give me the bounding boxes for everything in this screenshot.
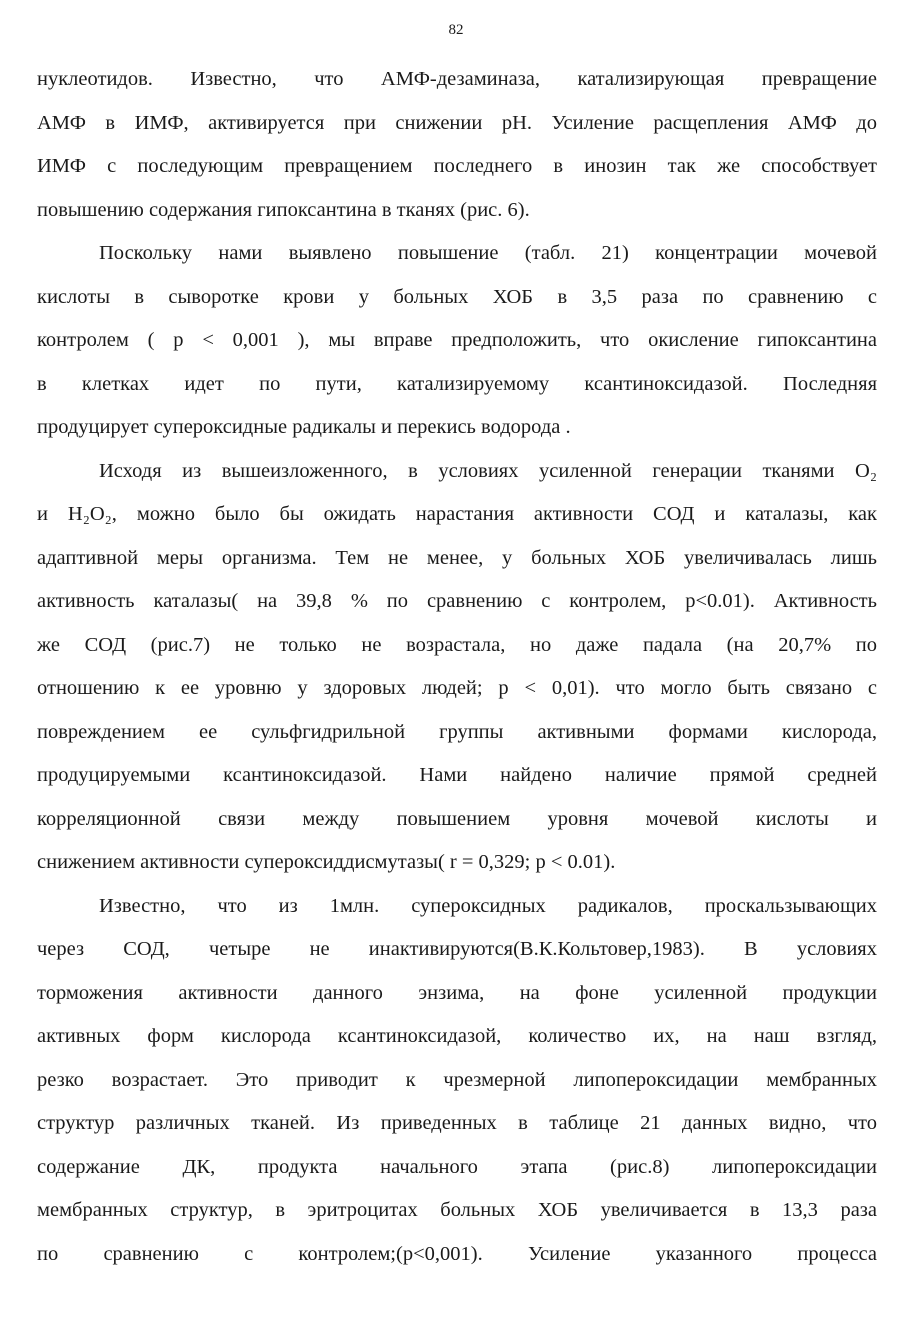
text-line: через СОД, четыре не инактивируются(В.К.Кольтовер,1983). В условиях [37, 938, 877, 960]
text-line: ИМФ с последующим превращением последнего в инозин так же способствует [37, 155, 877, 177]
text-line: же СОД (рис.7) не только не возрастала, но даже падала (на 20,7% по [37, 633, 877, 656]
text-line: и H₂O₂, можно было бы ожидать нарастания активности СОД и каталазы, как [37, 503, 877, 525]
text-line: Исходя из вышеизложенного, в условиях усиленной генерации тканями O₂ [99, 459, 877, 482]
text-line: нуклеотидов. Известно, что АМФ-дезаминаза, катализирующая превращение [37, 68, 877, 90]
text-line: структур различных тканей. Из приведенных в таблице 21 данных видно, что [37, 1112, 877, 1134]
text-line: АМФ в ИМФ, активируется при снижении рН. Усиление расщепления АМФ до [37, 111, 877, 134]
page-number: 82 [448, 22, 464, 38]
text-line: повреждением ее сульфгидрильной группы активными формами кислорода, [37, 720, 877, 743]
text-line: по сравнению с контролем;(р<0,001). Усиление указанного процесса [37, 1242, 877, 1265]
text-line: отношению к ее уровню у здоровых людей; р < 0,01). что могло быть связано с [37, 677, 877, 699]
text-line: Известно, что из 1млн. супероксидных радикалов, проскальзывающих [99, 894, 877, 917]
body-text [37, 58, 877, 1276]
text-line: продуцируемыми ксантиноксидазой. Нами найдено наличие прямой средней [37, 764, 877, 786]
text-line: адаптивной меры организма. Тем не менее, у больных ХОБ увеличивалась лишь [37, 546, 877, 569]
text-line: повышению содержания гипоксантина в тканях (рис. 6). [37, 198, 530, 221]
text-line: кислоты в сыворотке крови у больных ХОБ в 3,5 раза по сравнению с [37, 285, 877, 308]
text-line: мембранных структур, в эритроцитах больных ХОБ увеличивается в 13,3 раза [37, 1199, 877, 1221]
text-line: снижением активности супероксиддисмутазы( r = 0,329; р < 0.01). [37, 851, 616, 873]
text-line: контролем ( р < 0,001 ), мы вправе предположить, что окисление гипоксантина [37, 329, 877, 351]
text-line: содержание ДК, продукта начального этапа (рис.8) липопероксидации [37, 1155, 877, 1178]
text-line: активность каталазы( на 39,8 % по сравнению с контролем, p<0.01). Активность [37, 590, 877, 612]
text-line: активных форм кислорода ксантиноксидазой, количество их, на наш взгляд, [37, 1025, 877, 1047]
text-line: торможения активности данного энзима, на фоне усиленной продукции [37, 981, 877, 1004]
text-line: резко возрастает. Это приводит к чрезмерной липопероксидации мембранных [37, 1068, 877, 1091]
text-line: продуцирует супероксидные радикалы и перекись водорода . [37, 416, 571, 438]
text-line: корреляционной связи между повышением уровня мочевой кислоты и [37, 807, 877, 830]
text-line: в клетках идет по пути, катализируемому ксантиноксидазой. Последняя [37, 372, 877, 395]
text-line: Поскольку нами выявлено повышение (табл. 21) концентрации мочевой [99, 242, 877, 264]
